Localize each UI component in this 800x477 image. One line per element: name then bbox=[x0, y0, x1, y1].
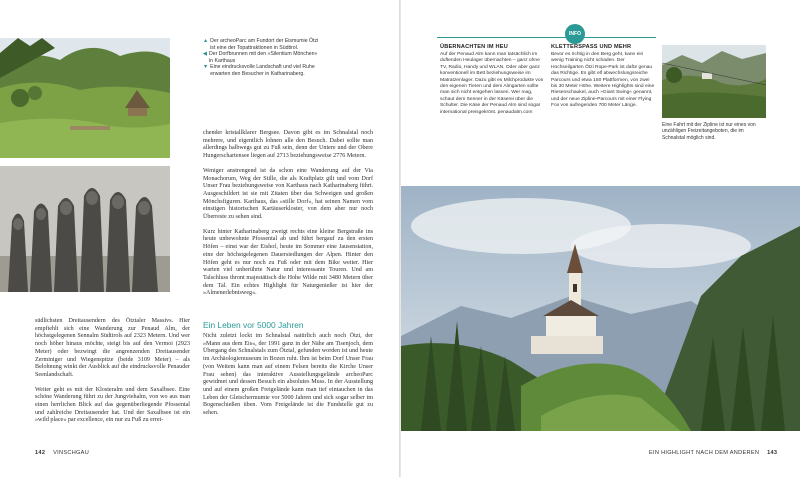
info-title: ÜBERNACHTEN IM HEU bbox=[440, 44, 508, 50]
left-column-text bbox=[35, 318, 190, 432]
paragraph: südlichsten Dreitausendern des Ötztaler Massivs. Hier empfiehlt sich eine Wanderung zur Penaud Alm, der höchstgelegenen Sennalm Südtirols auf 2323 Metern. Und wer noch höher hinaus möchte, steigt bis auf den Vermoi (2923 Meter) oder bezwingt die angrenzenden Dreitausender Zerminiger und Wiegenspitze (beide 3109 Meter) – als Belohnung winkt der Ausblick auf die eindrucksvolle Penauder Seenlandschaft. bbox=[35, 318, 190, 378]
silentium-monks-photo bbox=[0, 166, 170, 292]
paragraph: chender kristallklarer Bergsee. Davon gibt es im Schnalstal noch mehrere, und eigentlich lohnen alle den Besuch. Dabei sollte man allerdings halbwegs gut zu Fuß sein, denn der Untere und der Obere Hungerschartensee liegen auf 2713 beziehungsweise 2776 Metern. bbox=[203, 130, 373, 160]
paragraph: Weniger anstrengend ist da schon eine Wanderung auf der Via Monachorum, Weg der Stille, die als Kraftplatz gilt und vom Dorf Unser Frau beziehungsweise von Karthaus nach Katharinaberg führt. Ausgeschildert ist sie mit Zitaten über das Schweigen und großen Mönchsfiguren. Karthaus, das »stille Dorf«, hat seinen Namen vom einstigen historischen Kartäuserkloster, von dem aber nur noch Überreste zu sehen sind. bbox=[203, 167, 373, 221]
left-page bbox=[0, 0, 399, 477]
church-unser-frau-photo bbox=[401, 186, 800, 431]
page-number: 143 bbox=[767, 450, 778, 456]
info-box bbox=[437, 37, 656, 170]
right-column-top-text bbox=[203, 130, 373, 305]
zipline-caption: Eine Fahrt mit der Zipline ist nur eines von unzähligen Freizeitangeboten, die im Schnalstal möglich sind. bbox=[662, 122, 756, 141]
caption-item bbox=[203, 38, 321, 51]
bullet-arrow-icon: ◀ bbox=[203, 51, 207, 58]
page-number: 142 bbox=[35, 450, 46, 456]
info-text: Auf der Penaud Alm kann man tatsächlich im duftenden Heulager übernachten – ganz ohne TV, Radio, Handy und WLAN. Oder aber ganz konventionell im Bett beziehungsweise im Matratzenlager. Dazu gibt es Milchprodukte von den eigenen Tieren und dem Almgarten sollte man sich nicht entgehen lassen. Wer mag, schaut dem Senner in der Käserei über die Schulter. Die Käse der Penaud Alm sind sogar international preisgekrönt. penaudalm.com bbox=[440, 52, 544, 115]
caption-text: Eine eindrucksvolle Landschaft und viel Ruhe erwarten den Besucher in Katharinaberg. bbox=[210, 64, 315, 77]
footer-section: VINSCHGAU bbox=[53, 450, 90, 456]
right-footer bbox=[649, 450, 777, 456]
bullet-arrow-icon: ▲ bbox=[203, 38, 209, 44]
paragraph: Kurz hinter Katharinaberg zweigt rechts eine kleine Bergstraße ins heute unbewohnte Pfossental ab und führt bergauf zu den ersten Höfen – einst war der Eishof, heute im Sommer eine Jausenstation, eine der höchstgelegenen Dauersiedlungen der Alpen. Hinter den Höfen geht es nur noch zu Fuß oder mit dem Bike weiter. Hier warten viel unberührte Natur und interessante Touren. Und am Talschluss thront majestätisch die Hohe Wilde mit 3480 Metern über dem Tal. Ein echtes Highlight für Naturgenießer ist hier der »Almenerlebnisweg«. bbox=[203, 228, 373, 297]
archeopark-meadow-photo bbox=[0, 38, 170, 158]
info-column-climbing bbox=[551, 44, 655, 110]
caption-item bbox=[203, 51, 321, 64]
paragraph: Nicht zuletzt lockt im Schnalstal natürlich auch noch Ötzi, der »Mann aus dem Eis«, der 1991 ganz in der Nähe am Tisenjoch, dem Übergang des Schnalstals zum Ötztal, gefunden worden ist und heute im Archäologiemuseum in Bozen ruht. Ihm ist beim Dorf Unser Frau (von Weitem kann man auf einem Felsen bereits die Kirche Unser Frau sehen) das interaktive Ausstellungsgelände archeoParc gewidmet und dessen Besuch ein absolutes Muss. In der Ausstellung und auf einem großen Freigelände kann man tief eintauchen in das Leben der Gletschermumie vor 5000 Jahren und sich sogar selber im Bogenschießen üben. Vom Freigelände ist die Fundstelle gut zu sehen. bbox=[203, 333, 373, 417]
bullet-arrow-icon: ▼ bbox=[203, 64, 209, 71]
info-column-hay bbox=[440, 44, 544, 116]
info-text: Bevor es richtig in den Berg geht, kann ein wenig Training nicht schaden. Der Hochseilgarten Ötzi Rope-Park ist dafür genau das Richtige. Es gibt elf abwechslungsreiche Parcours und etwa 150 Plattformen, von zwei bis 30 Meter Höhe. Weitere Highlights sind eine Riesenschaukel, auch »Giant Swing« genannt, und der neue Zipline-Parcours mit einer Flying Fox von aufregenden 700 Meter Länge. bbox=[551, 52, 655, 109]
caption-item bbox=[203, 64, 321, 77]
left-footer bbox=[35, 450, 89, 456]
caption-text: Der Dorfbrunnen mit den »Silentium Mönchen« in Karthaus bbox=[209, 51, 318, 64]
info-title: KLETTERSPASS UND MEHR bbox=[551, 44, 632, 50]
zipline-photo bbox=[662, 45, 766, 118]
right-column-bottom-text bbox=[203, 333, 373, 425]
photo-captions bbox=[203, 38, 321, 78]
paragraph: Weiter geht es mit der Klosteralm und dem Saxalbsee. Eine schöne Wanderung führt zu der Jungviehalm, von wo aus man einen herrlichen Blick auf das gegenüberliegende Pfossental und zahlreiche Dreitausender hat. Und der Saxalbsee ist ein »wild place« par excellence, ein nur zu Fuß zu errei- bbox=[35, 386, 190, 424]
info-badge: INFO bbox=[565, 24, 585, 44]
section-heading: Ein Leben vor 5000 Jahren bbox=[203, 320, 304, 330]
footer-section: EIN HIGHLIGHT NACH DEM ANDEREN bbox=[649, 450, 760, 456]
caption-text: Der archeoParc am Fundort der Eismumie Ötzi ist eine der Topattraktionen in Südtirol. bbox=[210, 38, 319, 51]
